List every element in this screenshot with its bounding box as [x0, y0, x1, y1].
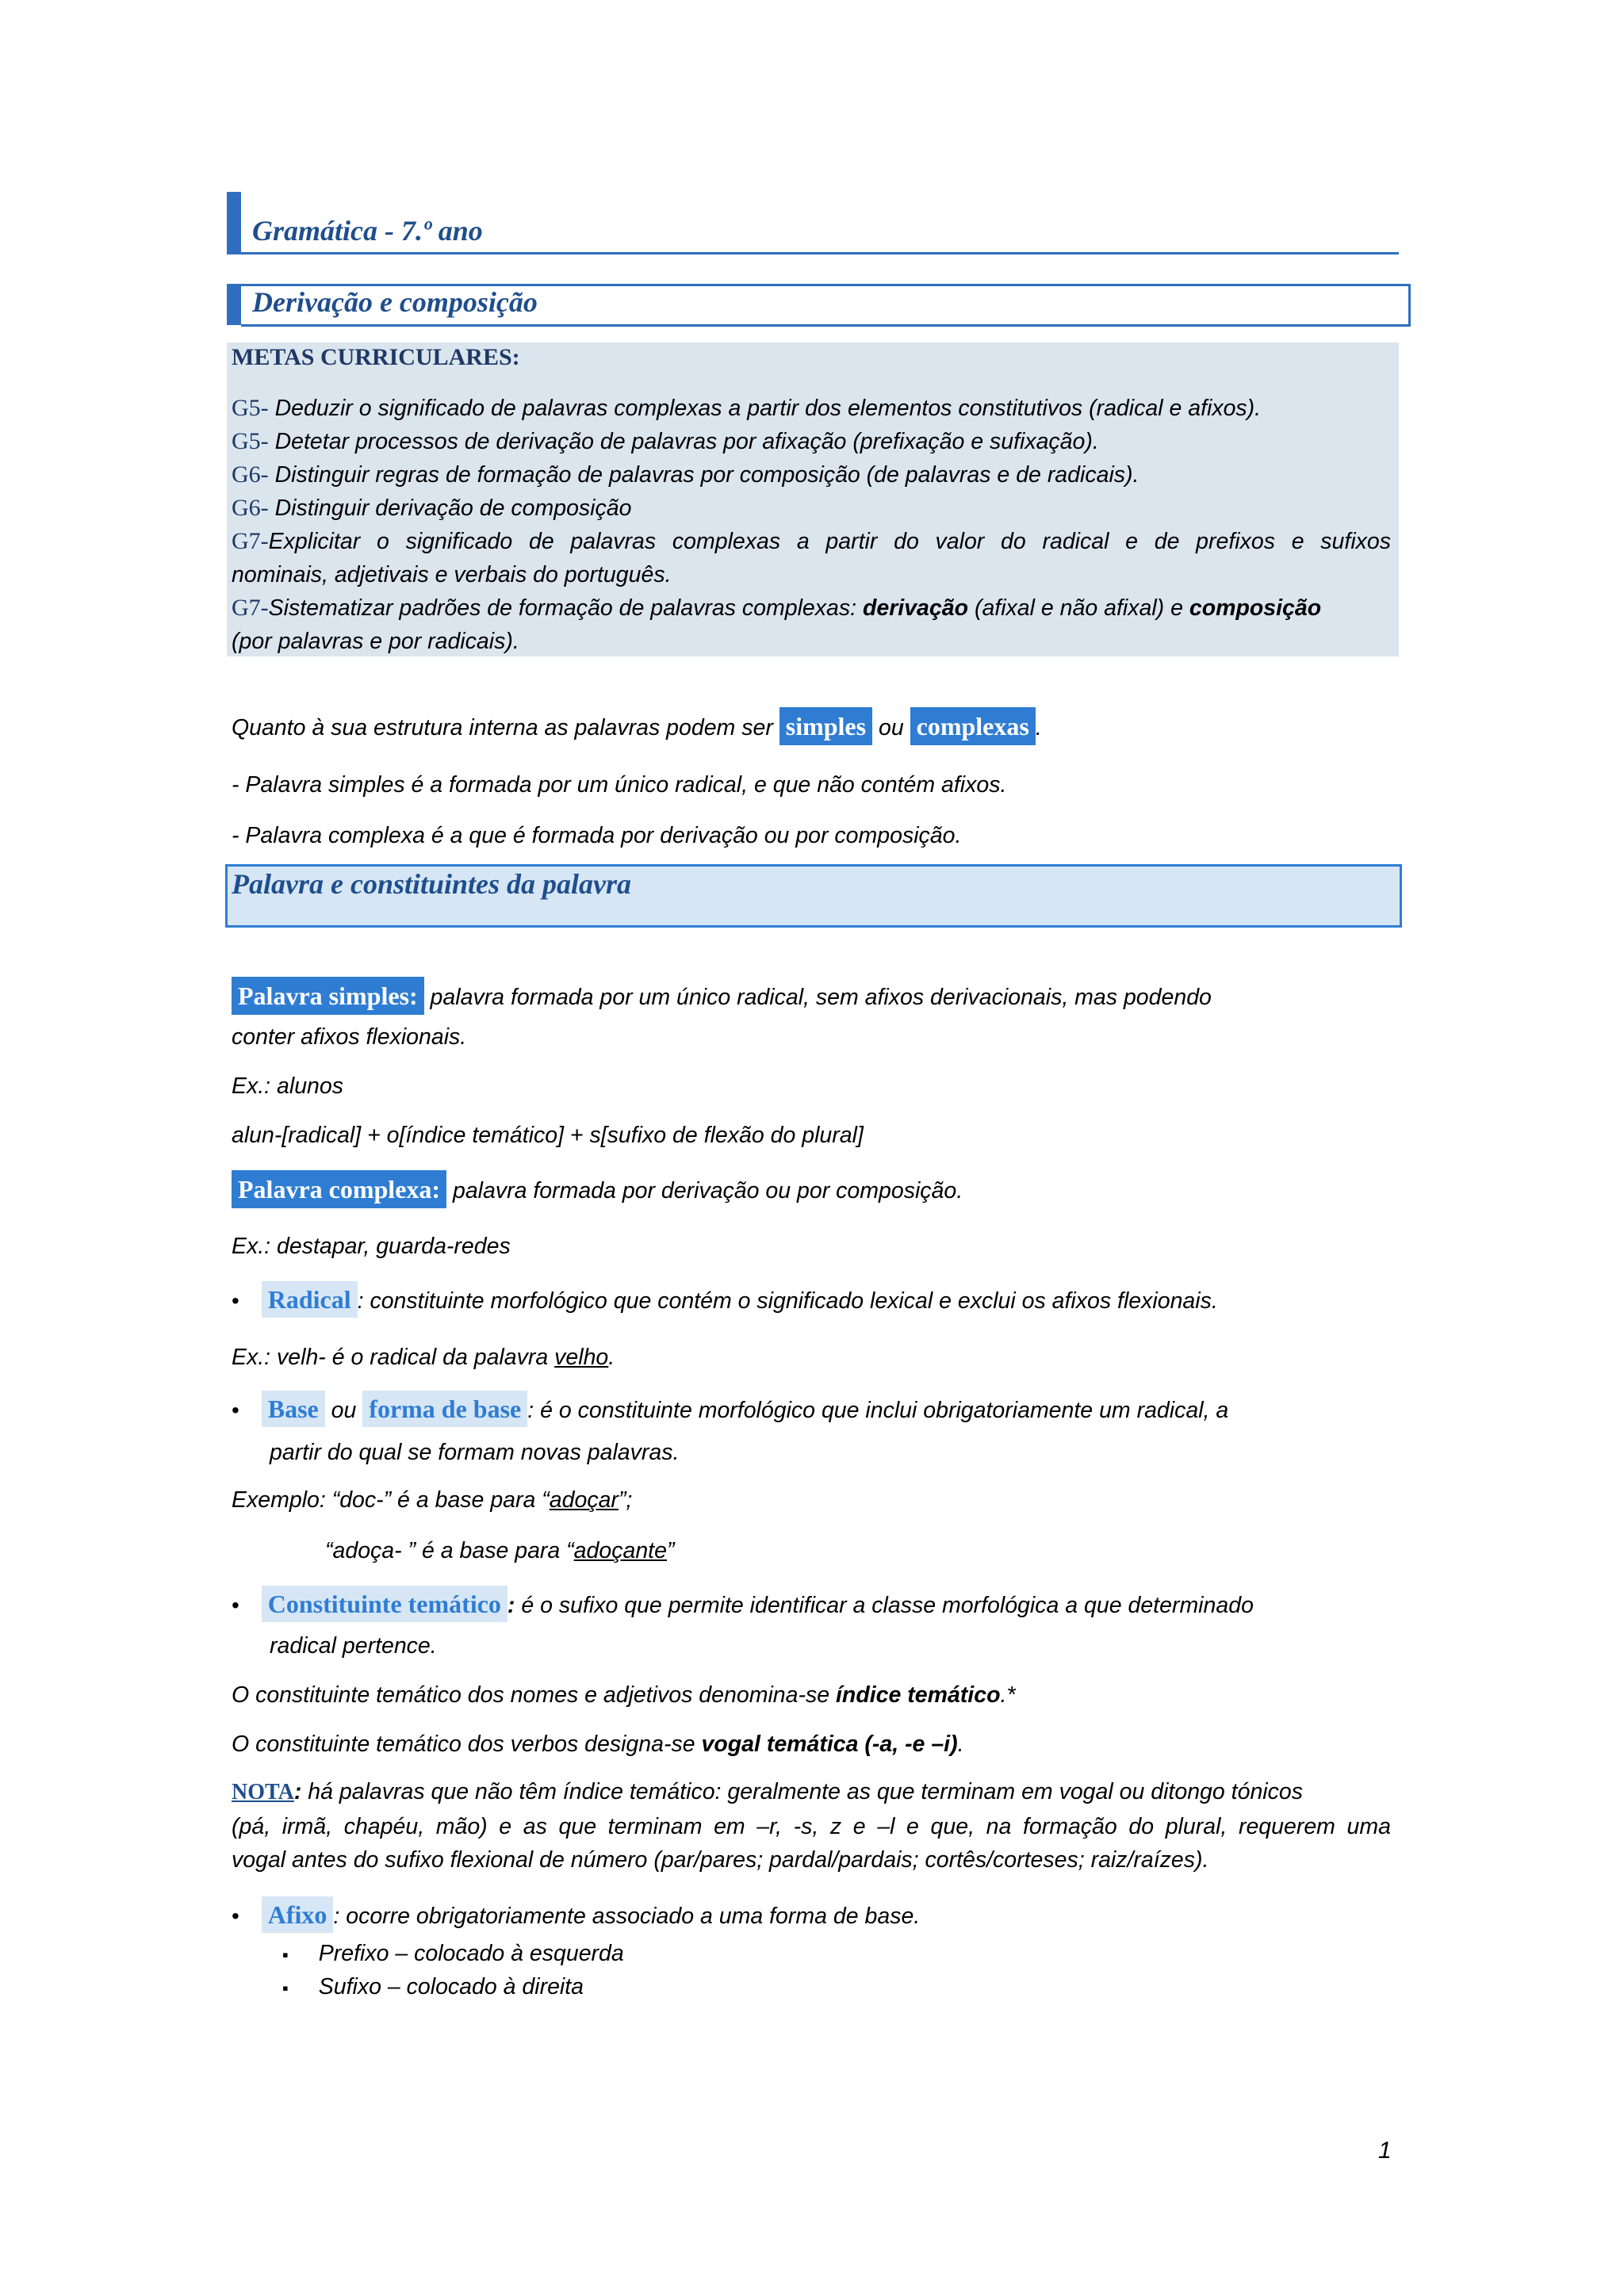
- complexa-definition: Palavra complexa: palavra formada por derivação ou por composição.: [232, 1170, 963, 1208]
- subtitle-accent-bar: [227, 284, 241, 325]
- page-title: Gramática - 7.º ano: [252, 215, 483, 247]
- meta-item-continuation: (por palavras e por radicais).: [232, 629, 519, 654]
- afixo-sub-item: ▪ Sufixo – colocado à direita: [282, 1974, 584, 1999]
- title-accent-bar: [227, 192, 241, 254]
- square-bullet-icon: ▪: [282, 1978, 289, 1998]
- afixo-sub-item: ▪ Prefixo – colocado à esquerda: [282, 1941, 624, 1966]
- meta-item: G5- Detetar processos de derivação de palavras por afixação (prefixação e sufixação).: [232, 428, 1099, 454]
- nota-label: NOTA: [232, 1780, 294, 1804]
- nota-line-1: NOTA: há palavras que não têm índice temático: geralmente as que terminam em vogal ou ditongo tónicos: [232, 1779, 1303, 1804]
- bullet-icon: •: [232, 1904, 239, 1928]
- meta-item: G7-Sistematizar padrões de formação de palavras complexas: derivação (afixal e não afixal) e composição: [232, 595, 1322, 621]
- radical-example: Ex.: velh- é o radical da palavra velho.: [232, 1345, 615, 1370]
- tematico-item: • Constituinte temático : é o sufixo que permite identificar a classe morfológica a que determinado: [232, 1586, 1254, 1622]
- afixo-item: • Afixo : ocorre obrigatoriamente associado a uma forma de base.: [232, 1896, 920, 1933]
- subtitle: Derivação e composição: [252, 286, 538, 318]
- tematico-item-cont: radical pertence.: [270, 1633, 437, 1659]
- vogal-tematica-line: O constituinte temático dos verbos designa-se vogal temática (-a, -e –i).: [232, 1732, 964, 1757]
- complexa-example: Ex.: destapar, guarda-redes: [232, 1234, 511, 1259]
- base-label: Base: [262, 1391, 325, 1427]
- meta-item: G7-Explicitar o significado de palavras complexas a partir do valor do radical e de prefixos e sufixos: [232, 528, 1391, 554]
- meta-item: G5- Deduzir o significado de palavras complexas a partir dos elementos constitutivos (radical e afixos).: [232, 395, 1262, 421]
- radical-label: Radical: [262, 1281, 358, 1318]
- base-item: • Base ou forma de base : é o constituinte morfológico que inclui obrigatoriamente um radical, a: [232, 1391, 1228, 1427]
- base-example-1: Exemplo: “doc-” é a base para “adoçar”;: [232, 1487, 633, 1513]
- meta-item: G6- Distinguir derivação de composição: [232, 495, 632, 521]
- complexa-label: Palavra complexa:: [232, 1170, 446, 1208]
- bullet-icon: •: [232, 1593, 239, 1617]
- afixo-label: Afixo: [262, 1896, 334, 1933]
- bullet-icon: •: [232, 1398, 239, 1422]
- simples-breakdown: alun-[radical] + o[índice temático] + s[sufixo de flexão do plural]: [232, 1123, 864, 1148]
- meta-item: G6- Distinguir regras de formação de palavras por composição (de palavras e de radicais).: [232, 461, 1139, 488]
- simples-label: Palavra simples:: [232, 977, 424, 1015]
- section-title: Palavra e constituintes da palavra: [232, 868, 631, 900]
- simples-definition-cont: conter afixos flexionais.: [232, 1024, 467, 1050]
- metas-heading: METAS CURRICULARES:: [232, 344, 520, 370]
- intro-line: Quanto à sua estrutura interna as palavras podem ser simples ou complexas .: [232, 707, 1042, 745]
- intro-complexa-def: - Palavra complexa é a que é formada por derivação ou por composição.: [232, 823, 962, 848]
- title-underline: [227, 252, 1399, 254]
- indice-tematico-line: O constituinte temático dos nomes e adjetivos denomina-se índice temático.*: [232, 1682, 1016, 1708]
- base-example-2: “adoça- ” é a base para “adoçante”: [325, 1538, 675, 1563]
- simples-example: Ex.: alunos: [232, 1073, 343, 1099]
- radical-item: • Radical : constituinte morfológico que contém o significado lexical e exclui os afixos flexionais.: [232, 1281, 1218, 1318]
- page-number: 1: [1378, 2137, 1392, 2164]
- simples-definition: Palavra simples: palavra formada por um único radical, sem afixos derivacionais, mas podendo: [232, 977, 1212, 1015]
- base-item-cont: partir do qual se formam novas palavras.: [270, 1440, 680, 1465]
- intro-simples-def: - Palavra simples é a formada por um único radical, e que não contém afixos.: [232, 772, 1007, 798]
- forma-de-base-label: forma de base: [362, 1391, 527, 1427]
- complexas-highlight: complexas: [910, 707, 1036, 745]
- meta-item-continuation: nominais, adjetivais e verbais do português.: [232, 562, 672, 587]
- bullet-icon: •: [232, 1288, 239, 1313]
- nota-line-2: (pá, irmã, chapéu, mão) e as que terminam em –r, -s, z e –l e que, na formação do plural, requerem uma: [232, 1814, 1391, 1839]
- square-bullet-icon: ▪: [282, 1945, 289, 1965]
- tematico-label: Constituinte temático: [262, 1586, 508, 1622]
- nota-line-3: vogal antes do sufixo flexional de número (par/pares; pardal/pardais; cortês/corteses; raiz/raízes).: [232, 1847, 1209, 1873]
- simples-highlight: simples: [779, 707, 872, 745]
